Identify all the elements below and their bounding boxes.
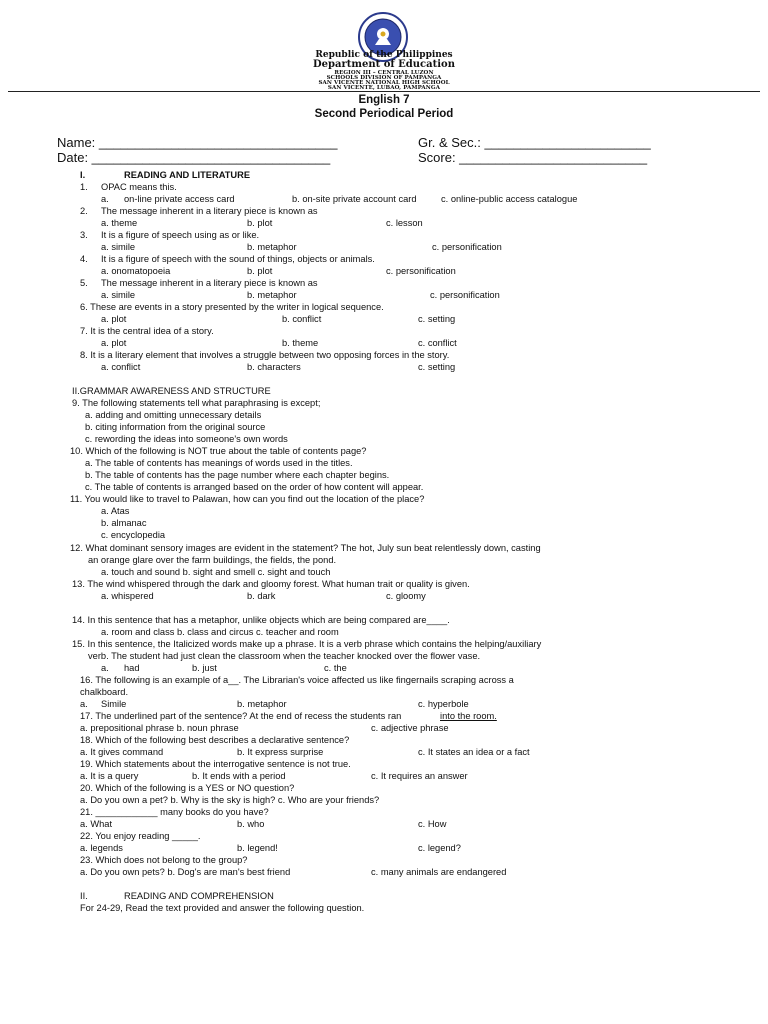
exam-line: 8. It is a literary element that involves a struggle between two opposing forces in the story.: [80, 350, 450, 360]
exam-line: b. almanac: [101, 518, 147, 528]
exam-line: b. conflict: [282, 314, 322, 324]
exam-line: c. adjective phrase: [371, 723, 449, 733]
exam-period: Second Periodical Period: [314, 108, 454, 120]
exam-line: 5.: [80, 278, 88, 288]
exam-line: It is a figure of speech with the sound of things, objects or animals.: [101, 254, 375, 264]
exam-line: b. metaphor: [247, 242, 297, 252]
exam-line: c. conflict: [418, 338, 457, 348]
exam-line: Simile: [101, 699, 127, 709]
exam-line: b. theme: [282, 338, 319, 348]
exam-line: a. adding and omitting unnecessary details: [85, 410, 262, 420]
header-republic: Republic of the Philippines: [315, 50, 453, 60]
exam-line: a.: [80, 699, 88, 709]
exam-line: b. metaphor: [247, 290, 297, 300]
exam-line: b. just: [192, 663, 217, 673]
exam-line: OPAC means this.: [101, 182, 177, 192]
exam-line: on-line private access card: [124, 194, 235, 204]
exam-line: c. rewording the ideas into someone's own words: [85, 434, 288, 444]
exam-line: b. The table of contents has the page number where each chapter begins.: [85, 470, 390, 480]
exam-line: READING AND LITERATURE: [124, 170, 251, 180]
exam-line: verb. The student had just clean the classroom when the teacher knocked over the flower vase.: [88, 651, 481, 661]
exam-line: c. setting: [418, 314, 456, 324]
score-field[interactable]: Score: __________________________: [418, 150, 648, 165]
exam-line: 17. The underlined part of the sentence? At the end of recess the students ran: [80, 711, 402, 721]
exam-line: 21. ____________ many books do you have?: [80, 807, 269, 817]
exam-line: c. It requires an answer: [371, 771, 468, 781]
exam-line: 15. In this sentence, the Italicized words make up a phrase. It is a verb phrase which contains the helping/auxiliary: [72, 639, 542, 649]
exam-line: c. personification: [430, 290, 500, 300]
exam-line: c. encyclopedia: [101, 530, 166, 540]
exam-line: c. the: [324, 663, 347, 673]
exam-line: c. It states an idea or a fact: [418, 747, 530, 757]
exam-line: a. What: [80, 819, 113, 829]
underlined-phrase: into the room.: [440, 711, 497, 721]
exam-line: The message inherent in a literary piece is known as: [101, 206, 318, 216]
exam-line: II.GRAMMAR AWARENESS AND STRUCTURE: [72, 386, 271, 396]
name-field[interactable]: Name: _________________________________: [57, 135, 338, 150]
exam-line: c. personification: [386, 266, 456, 276]
exam-line: b. plot: [247, 218, 273, 228]
exam-line: a. whispered: [101, 591, 154, 601]
exam-line: a. room and class b. class and circus c. teacher and room: [101, 627, 339, 637]
exam-line: a. plot: [101, 314, 127, 324]
exam-line: 7. It is the central idea of a story.: [80, 326, 214, 336]
exam-line: 6. These are events in a story presented by the writer in logical sequence.: [80, 302, 384, 312]
exam-line: 1.: [80, 182, 88, 192]
exam-line: b. It express surprise: [237, 747, 324, 757]
exam-line: a. prepositional phrase b. noun phrase: [80, 723, 239, 733]
exam-line: b. who: [237, 819, 265, 829]
exam-line: 16. The following is an example of a__. The Librarian's voice affected us like fingernails scraping across a: [80, 675, 514, 685]
exam-line: c. personification: [432, 242, 502, 252]
exam-line: c. gloomy: [386, 591, 426, 601]
exam-line: b. It ends with a period: [192, 771, 286, 781]
exam-line: c. many animals are endangered: [371, 867, 507, 877]
exam-line: a. theme: [101, 218, 138, 228]
exam-line: For 24-29, Read the text provided and answer the following question.: [80, 903, 365, 913]
exam-line: an orange glare over the farm buildings, the fields, the pond.: [88, 555, 337, 565]
exam-line: 9. The following statements tell what paraphrasing is except;: [72, 398, 321, 408]
exam-line: a. It is a query: [80, 771, 139, 781]
exam-subject: English 7: [358, 94, 410, 106]
exam-line: b. plot: [247, 266, 273, 276]
exam-line: a. Do you own pets? b. Dog's are man's best friend: [80, 867, 291, 877]
exam-line: a.: [101, 663, 109, 673]
exam-line: 3.: [80, 230, 88, 240]
exam-line: 2.: [80, 206, 88, 216]
header-department: Department of Education: [313, 59, 455, 70]
exam-line: 14. In this sentence that has a metaphor, unlike objects which are being compared are____.: [72, 615, 450, 625]
exam-line: 11. You would like to travel to Palawan, how can you find out the location of the place?: [70, 494, 425, 504]
exam-line: 18. Which of the following best describes a declarative sentence?: [80, 735, 350, 745]
exam-line: READING AND COMPREHENSION: [124, 891, 274, 901]
grade-section-field[interactable]: Gr. & Sec.: _______________________: [418, 135, 651, 150]
header-school: SAN VICENTE NATIONAL HIGH SCHOOL: [318, 80, 450, 86]
exam-line: a. plot: [101, 338, 127, 348]
header-divider: [8, 91, 760, 92]
exam-line: a.: [101, 194, 109, 204]
exam-line: 4.: [80, 254, 88, 264]
header-division: SCHOOLS DIVISION OF PAMPANGA: [326, 75, 442, 81]
exam-line: c. The table of contents is arranged based on the order of how content will appear.: [85, 482, 424, 492]
exam-line: It is a figure of speech using as or like.: [101, 230, 260, 240]
date-field[interactable]: Date: _________________________________: [57, 150, 331, 165]
exam-line: 23. Which does not belong to the group?: [80, 855, 248, 865]
exam-line: a. touch and sound b. sight and smell c. sight and touch: [101, 567, 331, 577]
exam-line: 13. The wind whispered through the dark and gloomy forest. What human trait or quality is given.: [72, 579, 470, 589]
exam-line: c. online-public access catalogue: [441, 194, 578, 204]
exam-line: a. Do you own a pet? b. Why is the sky is high? c. Who are your friends?: [80, 795, 380, 805]
exam-line: c. setting: [418, 362, 456, 372]
exam-line: II.: [80, 891, 88, 901]
exam-line: c. How: [418, 819, 447, 829]
header-region: REGION III – CENTRAL LUZON: [334, 70, 434, 76]
exam-line: b. on-site private account card: [292, 194, 417, 204]
exam-line: 19. Which statements about the interrogative sentence is not true.: [80, 759, 351, 769]
exam-line: a. The table of contents has meanings of words used in the titles.: [85, 458, 353, 468]
exam-line: a. It gives command: [80, 747, 164, 757]
exam-line: b. dark: [247, 591, 276, 601]
exam-line: had: [124, 663, 140, 673]
exam-line: b. citing information from the original source: [85, 422, 266, 432]
header-address: SAN VICENTE, LUBAO, PAMPANGA: [327, 85, 441, 91]
exam-line: c. hyperbole: [418, 699, 469, 709]
exam-line: a. simile: [101, 242, 136, 252]
exam-line: 10. Which of the following is NOT true about the table of contents page?: [70, 446, 367, 456]
exam-line: b. metaphor: [237, 699, 287, 709]
exam-line: b. legend!: [237, 843, 278, 853]
exam-line: I.: [80, 170, 86, 180]
exam-line: c. lesson: [386, 218, 423, 228]
exam-line: a. legends: [80, 843, 123, 853]
exam-line: chalkboard.: [80, 687, 129, 697]
exam-line: a. conflict: [101, 362, 141, 372]
exam-line: The message inherent in a literary piece is known as: [101, 278, 318, 288]
exam-line: b. characters: [247, 362, 301, 372]
exam-line: a. simile: [101, 290, 136, 300]
exam-line: c. legend?: [418, 843, 461, 853]
exam-line: a. Atas: [101, 506, 130, 516]
exam-line: a. onomatopoeia: [101, 266, 171, 276]
exam-line: 20. Which of the following is a YES or NO question?: [80, 783, 295, 793]
exam-line: 12. What dominant sensory images are evident in the statement? The hot, July sun beat relentlessly down, casting: [70, 543, 541, 553]
exam-line: 22. You enjoy reading _____.: [80, 831, 201, 841]
